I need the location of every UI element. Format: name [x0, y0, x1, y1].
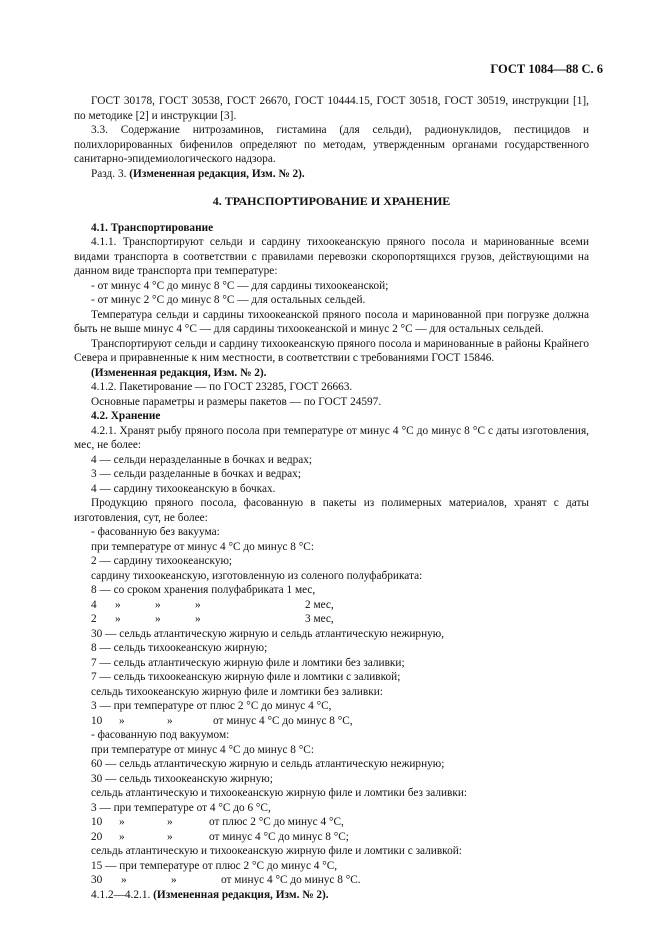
- list-item: при температуре от минус 4 °С до минус 8 °С:: [91, 540, 314, 553]
- ditto-row: 20 » » от минус 4 °С до минус 8 °С;: [91, 830, 349, 843]
- list-item: 3 — при температуре от плюс 2 °С до минус 4 °С,: [91, 700, 332, 712]
- list-item: 30 — сельдь атлантическую жирную и сельдь атлантическую нежирную,: [91, 627, 445, 640]
- list-item: - фасованную без вакуума:: [91, 526, 220, 538]
- list-item: - фасованную под вакуумом:: [91, 729, 230, 741]
- list-item: 3 — при температуре от 4 °С до 6 °С,: [91, 801, 271, 814]
- amendment-note: 4.1.2—4.2.1. (Измененная редакция, Изм. № 2).: [91, 888, 329, 901]
- list-item: 3 — сельди разделанные в бочках и ведрах;: [91, 468, 301, 480]
- ditto-row: 10 » » от минус 4 °С до минус 8 °С,: [91, 714, 353, 727]
- ditto-row: 10 » » от плюс 2 °С до минус 4 °С,: [91, 816, 344, 828]
- list-item: 4 — сардину тихоокеанскую в бочках.: [91, 482, 276, 495]
- ditto-row: 4 » » » 2 мес,: [91, 598, 334, 611]
- paragraph: Транспортируют сельди и сардину тихоокеанскую пряного посола и маринованные в районы Крайнего Севера и приравненные к ним местности, в соответствии с требованиями ГОСТ 15846.: [74, 337, 589, 364]
- list-item: сельдь атлантическую и тихоокеанскую жирную филе и ломтики без заливки:: [91, 787, 468, 799]
- subsection-title: 4.2. Хранение: [91, 410, 161, 422]
- list-item: - от минус 4 °С до минус 8 °С — для сардины тихоокеанской;: [91, 279, 389, 292]
- list-item: 60 — сельдь атлантическую жирную и сельдь атлантическую нежирную;: [91, 758, 445, 770]
- paragraph: Продукцию пряного посола, фасованную в пакеты из полимерных материалов, хранят с даты изготовления, сут, не более:: [74, 497, 589, 524]
- paragraph: 3.3. Содержание нитрозаминов, гистамина (для сельди), радионуклидов, пестицидов и полихлорированных бифенилов определяют по методам, утвержденным органами государственного санитарно-эпидемиологического надзора.: [74, 124, 589, 165]
- ditto-row: 2 » » » 3 мес,: [91, 613, 334, 625]
- list-item: 7 — сельдь тихоокеанскую жирную филе и ломтики с заливкой;: [91, 671, 401, 683]
- section-title: 4. ТРАНСПОРТИРОВАНИЕ И ХРАНЕНИЕ: [212, 194, 451, 208]
- list-item: 30 — сельдь тихоокеанскую жирную;: [91, 772, 273, 785]
- list-item: - от минус 2 °С до минус 8 °С — для остальных сельдей.: [91, 294, 366, 306]
- subsection-title: 4.1. Транспортирование: [91, 221, 214, 234]
- amendment-note: (Измененная редакция, Изм. № 2).: [91, 366, 267, 379]
- list-item: 4 — сельди неразделанные в бочках и ведрах;: [91, 453, 313, 466]
- ditto-row: 30 » » от минус 4 °С до минус 8 °С.: [91, 874, 361, 886]
- amendment-note: Разд. 3. (Измененная редакция, Изм. № 2).: [91, 167, 305, 180]
- list-item: сельдь атлантическую и тихоокеанскую жирную филе и ломтики с заливкой:: [91, 845, 462, 857]
- paragraph: ГОСТ 30178, ГОСТ 30538, ГОСТ 26670, ГОСТ 10444.15, ГОСТ 30518, ГОСТ 30519, инструкции [1], по методике [2] и инструкции [3].: [74, 95, 589, 122]
- document-body: [74, 94, 589, 902]
- list-item: сардину тихоокеанскую, изготовленную из соленого полуфабриката:: [91, 569, 423, 582]
- paragraph: Основные параметры и размеры пакетов — по ГОСТ 24597.: [91, 395, 382, 408]
- paragraph: 4.1.1. Транспортируют сельди и сардину тихоокеанскую пряного посола и маринованные всеми видами транспорта в соответствии с правилами перевозки скоропортящихся грузов, действующими на данном виде транспорта при температуре:: [74, 236, 589, 277]
- list-item: 15 — при температуре от плюс 2 °С до минус 4 °С,: [91, 859, 338, 872]
- page-header: ГОСТ 1084—88 С. 6: [490, 62, 603, 76]
- paragraph: 4.1.2. Пакетирование — по ГОСТ 23285, ГОСТ 26663.: [91, 381, 353, 393]
- list-item: сельдь тихоокеанскую жирную филе и ломтики без заливки:: [91, 685, 383, 698]
- list-item: 2 — сардину тихоокеанскую;: [91, 555, 233, 567]
- list-item: 8 — со сроком хранения полуфабриката 1 мес,: [91, 584, 316, 596]
- paragraph: Температура сельди и сардины тихоокеанской пряного посола и маринованной при погрузке должна быть не выше минус 4 °С — для сардины тихоокеанской и минус 2 °С — для остальных сельдей.: [74, 308, 589, 335]
- paragraph: 4.2.1. Хранят рыбу пряного посола при температуре от минус 4 °С до минус 8 °С с даты изготовления, мес, не более:: [74, 424, 589, 451]
- list-item: 7 — сельдь атлантическую жирную филе и ломтики без заливки;: [91, 656, 405, 669]
- list-item: при температуре от минус 4 °С до минус 8 °С:: [91, 743, 314, 756]
- list-item: 8 — сельдь тихоокеанскую жирную;: [91, 642, 268, 654]
